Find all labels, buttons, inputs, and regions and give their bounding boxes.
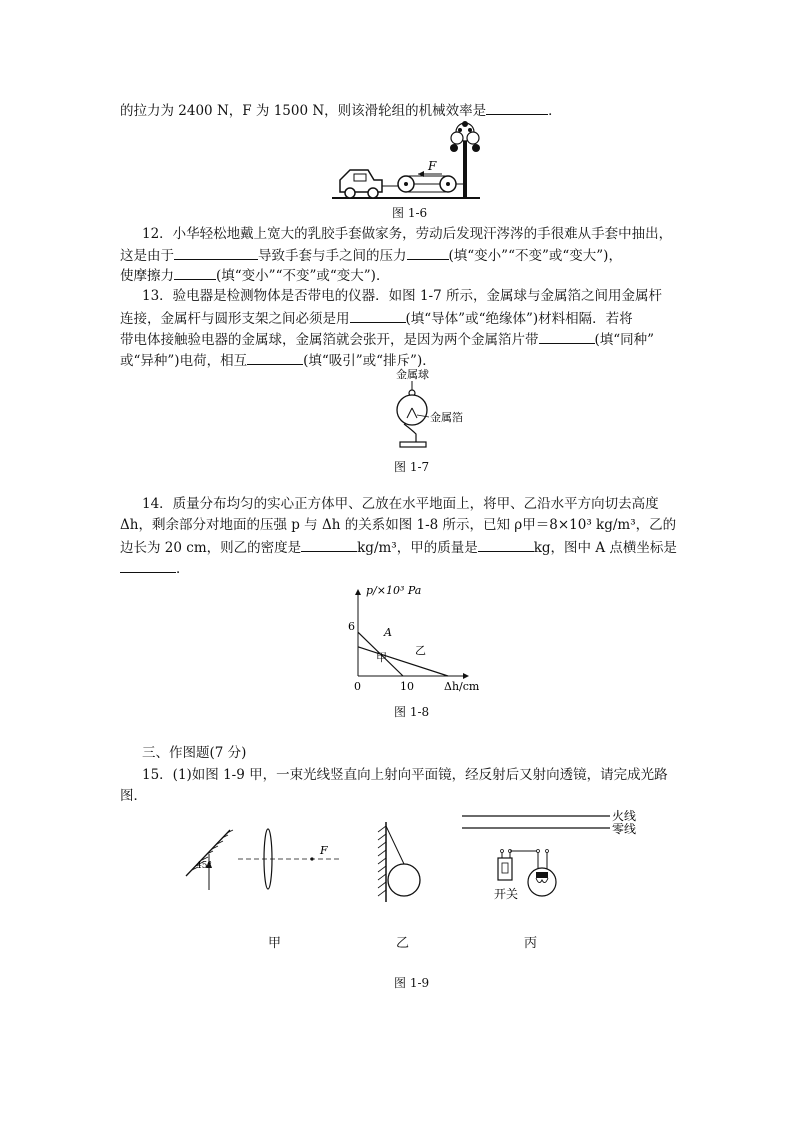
q15-line-1: 15．(1)如图 1-9 甲，一束光线竖直向上射向平面镜，经反射后又射向透镜，请完成光路 <box>142 767 668 783</box>
figure-1-9-caption: 图 1-9 <box>394 976 430 990</box>
q12-text-c: (填“变小”“不变”或“变大”)， <box>448 248 622 264</box>
q13-text-e: 或“异种”)电荷，相互 <box>120 353 248 369</box>
q11-text: 的拉力为 2400 N，F 为 1500 N，则该滑轮组的机械效率是 <box>120 103 487 119</box>
figure-1-9-yi <box>374 818 434 904</box>
q13-blank-2[interactable] <box>539 329 595 344</box>
x-tick-0: 0 <box>354 680 361 693</box>
x-axis-label: Δh/cm <box>444 680 480 693</box>
figure-1-6-caption: 图 1-6 <box>392 206 428 220</box>
q13-text-c: 带电体接触验电器的金属球，金属箔就会张开，是因为两个金属箔片带 <box>120 332 539 348</box>
stand-base-icon <box>400 442 426 447</box>
string <box>386 826 404 864</box>
force-label: F <box>428 159 437 173</box>
series-yi-line <box>358 647 448 676</box>
q12-blank-3[interactable] <box>174 265 216 280</box>
q13-line-2 <box>120 308 633 328</box>
sub-caption-yi: 乙 <box>396 936 410 951</box>
sub-caption-jia: 甲 <box>268 936 282 951</box>
figure-1-8-chart <box>336 580 496 698</box>
metal-ball-label: 金属球 <box>396 368 429 381</box>
q12-line-1: 12．小华轻松地戴上宽大的乳胶手套做家务，劳动后发现汗涔涔的手很难从手套中抽出， <box>142 226 673 242</box>
figure-1-9-jia <box>180 824 350 894</box>
q13-text-d: (填“同种” <box>594 332 655 348</box>
series-jia-label: 甲 <box>376 651 387 664</box>
figure-1-7-caption: 图 1-7 <box>394 460 430 474</box>
q14-line-3 <box>120 537 677 557</box>
q14-text-a: 边长为 20 cm，则乙的密度是 <box>120 540 302 556</box>
q13-text-f: (填“吸引”或“排斥”)． <box>303 353 436 369</box>
focus-point <box>310 857 313 860</box>
q14-blank-1[interactable] <box>301 537 357 552</box>
q13-line-3 <box>120 329 654 349</box>
switch-label: 开关 <box>494 887 519 901</box>
q13-blank-1[interactable] <box>350 308 406 323</box>
x-tick-10: 10 <box>400 680 414 693</box>
q12-line-3 <box>120 265 389 285</box>
q13-line-1: 13．验电器是检测物体是否带电的仪器．如图 1-7 所示，金属球与金属箔之间用金属杆 <box>142 288 662 304</box>
figure-1-7 <box>386 364 486 456</box>
figure-1-6 <box>330 118 500 202</box>
sub-caption-bing: 丙 <box>524 936 538 951</box>
q13-text-b: (填“导体”或“绝缘体”)材料相隔．若将 <box>405 311 633 327</box>
point-a-label: A <box>384 626 392 639</box>
y-tick-6: 6 <box>348 620 355 633</box>
q12-text-d: 使摩擦力 <box>120 268 174 284</box>
q11-line <box>120 100 562 120</box>
figure-1-8-caption: 图 1-8 <box>394 705 430 719</box>
q14-text-b: kg/m³，甲的质量是 <box>357 540 478 556</box>
q14-period: ． <box>176 561 190 577</box>
neutral-wire-label: 零线 <box>612 822 637 836</box>
series-yi-label: 乙 <box>415 644 426 657</box>
q14-line-1: 14．质量分布均匀的实心正方体甲、乙放在水平地面上，将甲、乙沿水平方向切去高度 <box>142 496 659 512</box>
q12-text-a: 这是由于 <box>120 248 174 264</box>
q14-line-2: Δh，剩余部分对地面的压强 p 与 Δh 的关系如图 1-8 所示，已知 ρ甲＝8×10³ kg/m³，乙的 <box>120 517 677 533</box>
q12-blank-2[interactable] <box>407 245 449 260</box>
q14-line-4 <box>120 558 190 578</box>
focus-label: F <box>320 844 328 857</box>
q11-period: ． <box>548 103 562 119</box>
q14-blank-2[interactable] <box>478 537 534 552</box>
q12-line-2 <box>120 245 622 265</box>
q13-text-a: 连接，金属杆与圆形支架之间必须是用 <box>120 311 350 327</box>
car-icon <box>340 170 382 198</box>
section-3-heading: 三、作图题(7 分) <box>142 745 247 761</box>
figure-1-9-bing <box>462 806 682 906</box>
live-wire-label: 火线 <box>612 809 637 823</box>
q11-answer-blank[interactable] <box>486 100 548 115</box>
q15-line-2: 图． <box>120 788 147 804</box>
angle-label: 45° <box>196 861 212 871</box>
q12-text-e: (填“变小”“不变”或“变大”)． <box>216 268 390 284</box>
q12-text-b: 导致手套与手之间的压力 <box>258 248 407 264</box>
ball-icon <box>388 864 420 896</box>
y-axis-label: p/×10³ Pa <box>366 584 422 597</box>
q14-blank-3[interactable] <box>120 558 176 573</box>
q14-text-c: kg，图中 A 点横坐标是 <box>533 540 677 556</box>
q12-blank-1[interactable] <box>174 245 258 260</box>
metal-foil-label: 金属箔 <box>430 411 463 424</box>
q13-blank-3[interactable] <box>247 350 303 365</box>
electroscope-jar-icon <box>397 395 427 425</box>
